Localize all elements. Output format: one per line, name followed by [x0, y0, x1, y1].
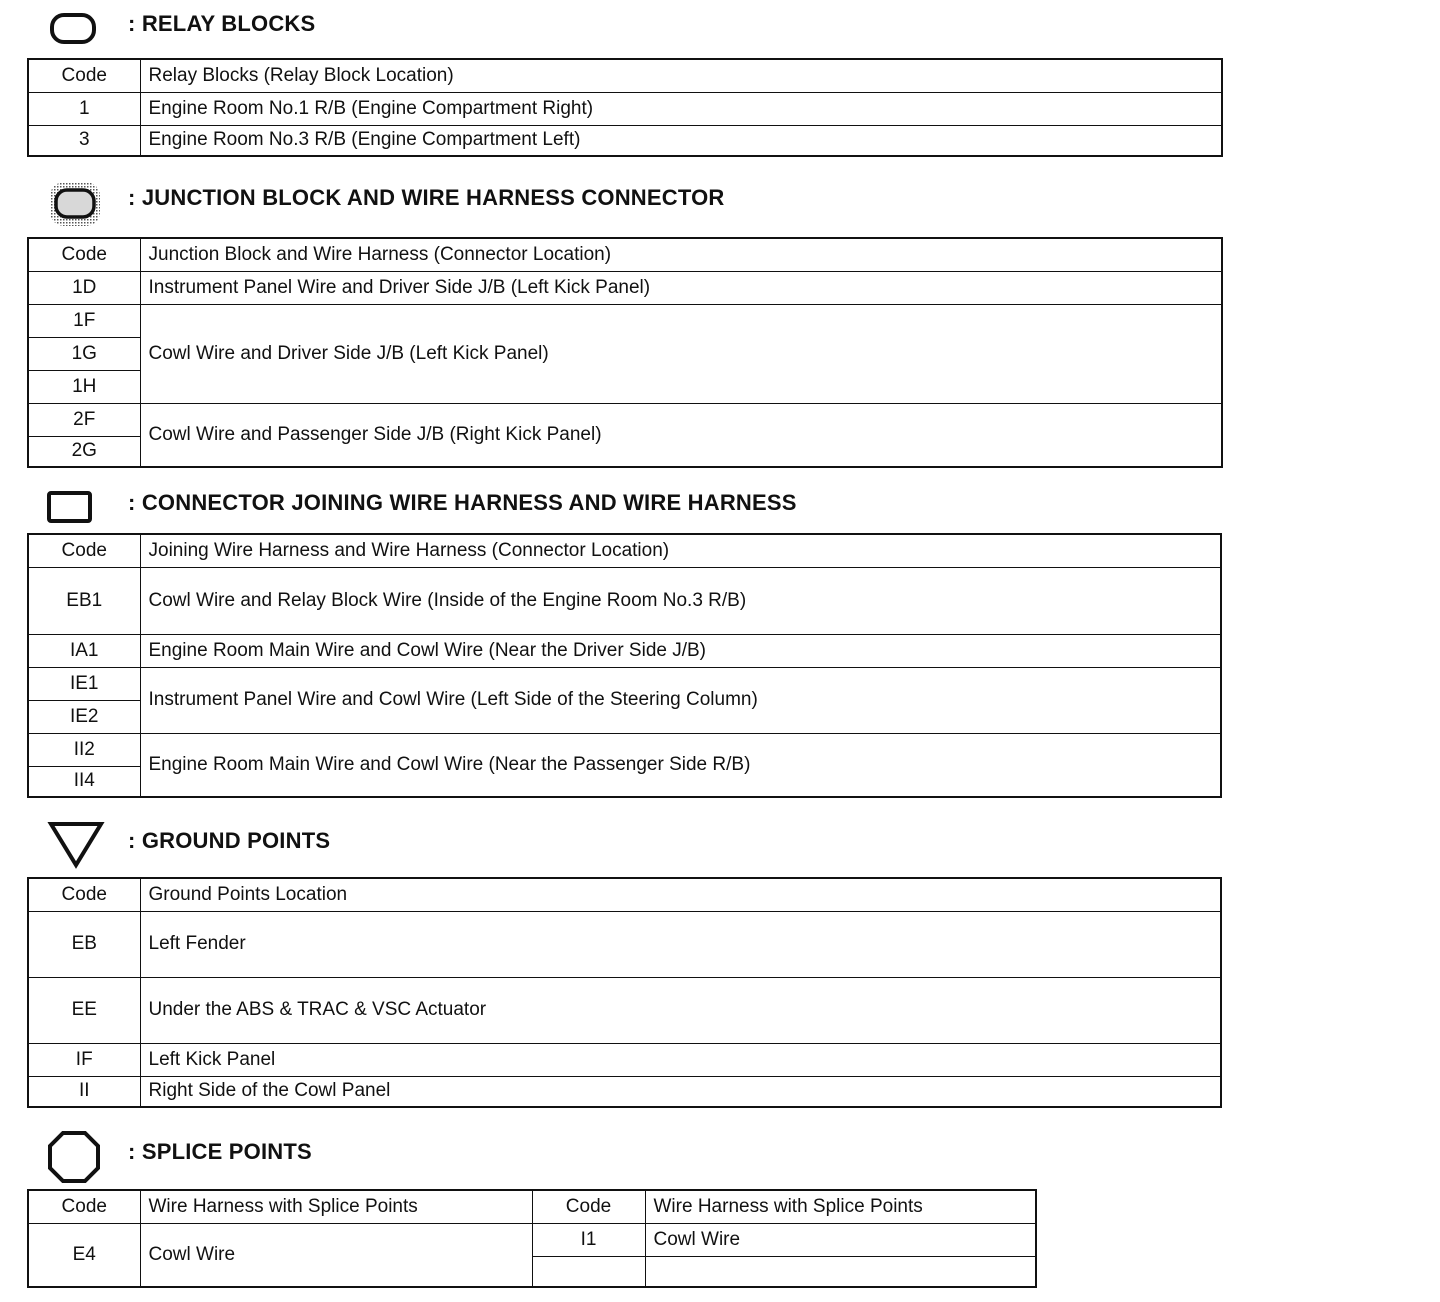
code-header: Code — [28, 1190, 140, 1223]
code-cell: 2G — [28, 436, 140, 467]
table-row — [28, 125, 1222, 156]
table-row — [28, 667, 1221, 700]
code-cell: EB1 — [28, 567, 140, 634]
table-row — [28, 634, 1221, 667]
location-cell: Instrument Panel Wire and Driver Side J/B (Left Kick Panel) — [140, 271, 1222, 304]
code-cell: EE — [28, 977, 140, 1043]
code-cell: 1H — [28, 370, 140, 403]
location-header: Joining Wire Harness and Wire Harness (Connector Location) — [140, 534, 1221, 567]
location-cell: Engine Room No.1 R/B (Engine Compartment Right) — [140, 92, 1222, 125]
location-cell: Engine Room Main Wire and Cowl Wire (Near the Driver Side J/B) — [140, 634, 1221, 667]
code-cell: 3 — [28, 125, 140, 156]
rectangle-icon — [46, 490, 94, 526]
table-row — [28, 977, 1221, 1043]
code-cell: II — [28, 1076, 140, 1107]
connector-table — [27, 533, 1222, 798]
code-cell: 1G — [28, 337, 140, 370]
location-cell: Instrument Panel Wire and Cowl Wire (Left Side of the Steering Column) — [140, 667, 1221, 733]
location-cell: Engine Room Main Wire and Cowl Wire (Near the Passenger Side R/B) — [140, 733, 1221, 797]
code-cell: EB — [28, 911, 140, 977]
code-cell: E4 — [28, 1223, 140, 1287]
empty-cell — [532, 1256, 645, 1287]
location-cell: Cowl Wire and Passenger Side J/B (Right Kick Panel) — [140, 403, 1222, 467]
code-cell: IE1 — [28, 667, 140, 700]
location-cell: Cowl Wire and Driver Side J/B (Left Kick Panel) — [140, 304, 1222, 403]
table-row — [28, 403, 1222, 436]
code-header: Code — [532, 1190, 645, 1223]
table-row — [28, 1223, 1036, 1256]
location-cell: Left Fender — [140, 911, 1221, 977]
location-cell: Engine Room No.3 R/B (Engine Compartment Left) — [140, 125, 1222, 156]
table-header-row — [28, 59, 1222, 92]
relay-blocks-title: : RELAY BLOCKS — [128, 11, 316, 36]
code-cell: IF — [28, 1043, 140, 1076]
octagon-icon — [46, 1130, 102, 1184]
code-cell: II4 — [28, 766, 140, 797]
code-cell: 1D — [28, 271, 140, 304]
table-row — [28, 567, 1221, 634]
code-header: Code — [28, 534, 140, 567]
table-header-row — [28, 878, 1221, 911]
harness-cell: Cowl Wire — [140, 1223, 532, 1287]
table-row — [28, 92, 1222, 125]
code-header: Code — [28, 238, 140, 271]
location-cell: Right Side of the Cowl Panel — [140, 1076, 1221, 1107]
splice-points-table — [27, 1189, 1037, 1288]
table-row — [28, 304, 1222, 337]
table-header-row — [28, 238, 1222, 271]
table-row — [28, 271, 1222, 304]
location-header: Junction Block and Wire Harness (Connector Location) — [140, 238, 1222, 271]
code-header: Code — [28, 59, 140, 92]
table-row — [28, 1043, 1221, 1076]
code-cell: IE2 — [28, 700, 140, 733]
rounded-rect-icon — [48, 11, 98, 47]
table-row — [28, 1076, 1221, 1107]
location-cell: Left Kick Panel — [140, 1043, 1221, 1076]
code-cell: 1 — [28, 92, 140, 125]
location-cell: Under the ABS & TRAC & VSC Actuator — [140, 977, 1221, 1043]
code-cell: IA1 — [28, 634, 140, 667]
code-header: Code — [28, 878, 140, 911]
location-cell: Cowl Wire and Relay Block Wire (Inside of the Engine Room No.3 R/B) — [140, 567, 1221, 634]
junction-block-title: : JUNCTION BLOCK AND WIRE HARNESS CONNECTOR — [128, 185, 725, 210]
shaded-rounded-rect-icon — [48, 180, 102, 228]
code-cell: 1F — [28, 304, 140, 337]
code-cell: I1 — [532, 1223, 645, 1256]
harness-header: Wire Harness with Splice Points — [645, 1190, 1036, 1223]
location-header: Relay Blocks (Relay Block Location) — [140, 59, 1222, 92]
connector-title: : CONNECTOR JOINING WIRE HARNESS AND WIRE HARNESS — [128, 490, 797, 515]
location-header: Ground Points Location — [140, 878, 1221, 911]
code-cell: II2 — [28, 733, 140, 766]
empty-cell — [645, 1256, 1036, 1287]
harness-header: Wire Harness with Splice Points — [140, 1190, 532, 1223]
triangle-down-icon — [46, 820, 106, 870]
splice-points-title: : SPLICE POINTS — [128, 1139, 312, 1164]
ground-points-title: : GROUND POINTS — [128, 828, 331, 853]
table-row — [28, 733, 1221, 766]
table-header-row — [28, 1190, 1036, 1223]
junction-block-table — [27, 237, 1223, 468]
table-header-row — [28, 534, 1221, 567]
code-cell: 2F — [28, 403, 140, 436]
ground-points-table — [27, 877, 1222, 1108]
relay-blocks-table — [27, 58, 1223, 157]
harness-cell: Cowl Wire — [645, 1223, 1036, 1256]
table-row — [28, 911, 1221, 977]
